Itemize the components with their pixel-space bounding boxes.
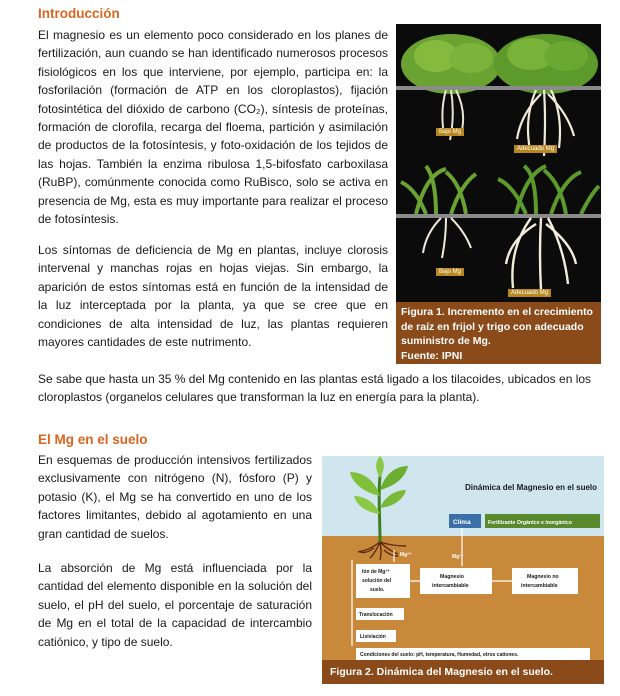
- diagram-title: Dinámica del Magnesio en el suelo: [465, 483, 598, 492]
- bean-plants-photo: [396, 24, 601, 164]
- non-exchangeable-line-1: Magnesio no: [527, 574, 559, 580]
- label-bajo-mg-bean: Bajo Mg: [436, 128, 464, 136]
- figure-1-caption-text: Figura 1. Incremento en el crecimiento de raíz en frijol y trigo con adecuado suministro de Mg.: [401, 306, 593, 348]
- non-exchangeable-mg-box: [512, 568, 578, 594]
- fertilizer-label: Fertilizante Orgánico e inorgánico: [488, 520, 572, 526]
- figure-1-caption: [396, 302, 601, 364]
- mg-uptake-label: Mg²⁺: [400, 552, 412, 558]
- clima-label: Clima: [453, 519, 471, 526]
- intro-paragraph-3: Se sabe que hasta un 35 % del Mg contenido en las plantas está ligado a los tilacoides, ubicados en los cloroplastos (organelos celulares que transforman la luz en energía para la planta).: [38, 372, 592, 405]
- wheat-plants-photo: [396, 164, 601, 304]
- non-exchangeable-line-2: intercambiable: [521, 583, 558, 589]
- soil-paragraph-2: La absorción de Mg está influenciada por la cantidad del elemento disponible en la solución del suelo, el pH del suelo, el porcentaje de saturación de Mg en el total de la capacidad de intercambio catiónico, y tipo de suelo.: [38, 561, 312, 649]
- exchangeable-line-1: Magnesio: [440, 574, 464, 580]
- ion-line-3: suelo.: [370, 587, 385, 593]
- figure-1-source: Fuente: IPNI: [401, 349, 463, 362]
- soil-paragraph-1: En esquemas de producción intensivos fertilizados exclusivamente con nitrógeno (N), fósforo (P) y potasio (K), el Mg se ha convertido en uno de los factores limitantes, debido al agotamiento en una gran cantidad de suelos.: [38, 453, 312, 541]
- section-heading-introduccion: Introducción: [38, 6, 120, 21]
- figure-2-caption: Figura 2. Dinámica del Magnesio en el suelo.: [322, 660, 604, 684]
- label-bajo-mg-wheat: Bajo Mg: [436, 268, 464, 276]
- label-adecuado-mg-wheat: Adecuado Mg: [508, 289, 551, 297]
- translocation-label: Translocación: [359, 612, 393, 618]
- ion-line-1: Ión de Mg²⁺: [362, 569, 390, 575]
- section-heading-mg-suelo: El Mg en el suelo: [38, 432, 148, 447]
- exchangeable-line-2: intercambiable: [432, 583, 469, 589]
- intro-paragraph-2: Los síntomas de deficiencia de Mg en plantas, incluye clorosis intervenal y manchas rojas en hojas viejas. Sin embargo, la aparición de estos síntomas está en función de la intensidad de la luz interceptada por la planta, ya que se cree que en condiciones de alta intensidad de luz, las plantas requieren mayores cantidades de este nutrimento.: [38, 243, 388, 350]
- ion-line-2: solución del: [362, 578, 392, 584]
- figure-2-magnesium-dynamics-diagram: [322, 444, 604, 684]
- label-adecuado-mg-bean: Adecuado Mg: [514, 145, 557, 153]
- leaching-label: Lixiviación: [360, 634, 386, 640]
- intro-paragraph-1: El magnesio es un elemento poco considerado en los planes de fertilización, aun cuando se han identificado numerosos procesos fisiológicos en los que interviene, por ejemplo, participa en: la fosforilación (formación de ATP en los cloroplastos), fijación fotosintética del dióxido de carbono (CO₂), síntesis de proteínas, formación de clorofila, recarga del floema, partición y asimilación de productos de la fotosíntesis, y foto-oxidación de los tejidos de las hojas. También la enzima ribulosa 1,5-bifosfato carboxilasa (RuBP), comúnmente conocida como RuBisco, solo se activa en presencia de Mg, esta es muy importante para realizar el proceso de fotosíntesis.: [38, 28, 388, 227]
- soil-conditions-label: Condiciones del suelo: pH, temperatura, Humedad, otros cationes.: [360, 652, 519, 658]
- mg-input-label: Mg²⁺: [452, 554, 464, 560]
- exchangeable-mg-box: [420, 568, 492, 594]
